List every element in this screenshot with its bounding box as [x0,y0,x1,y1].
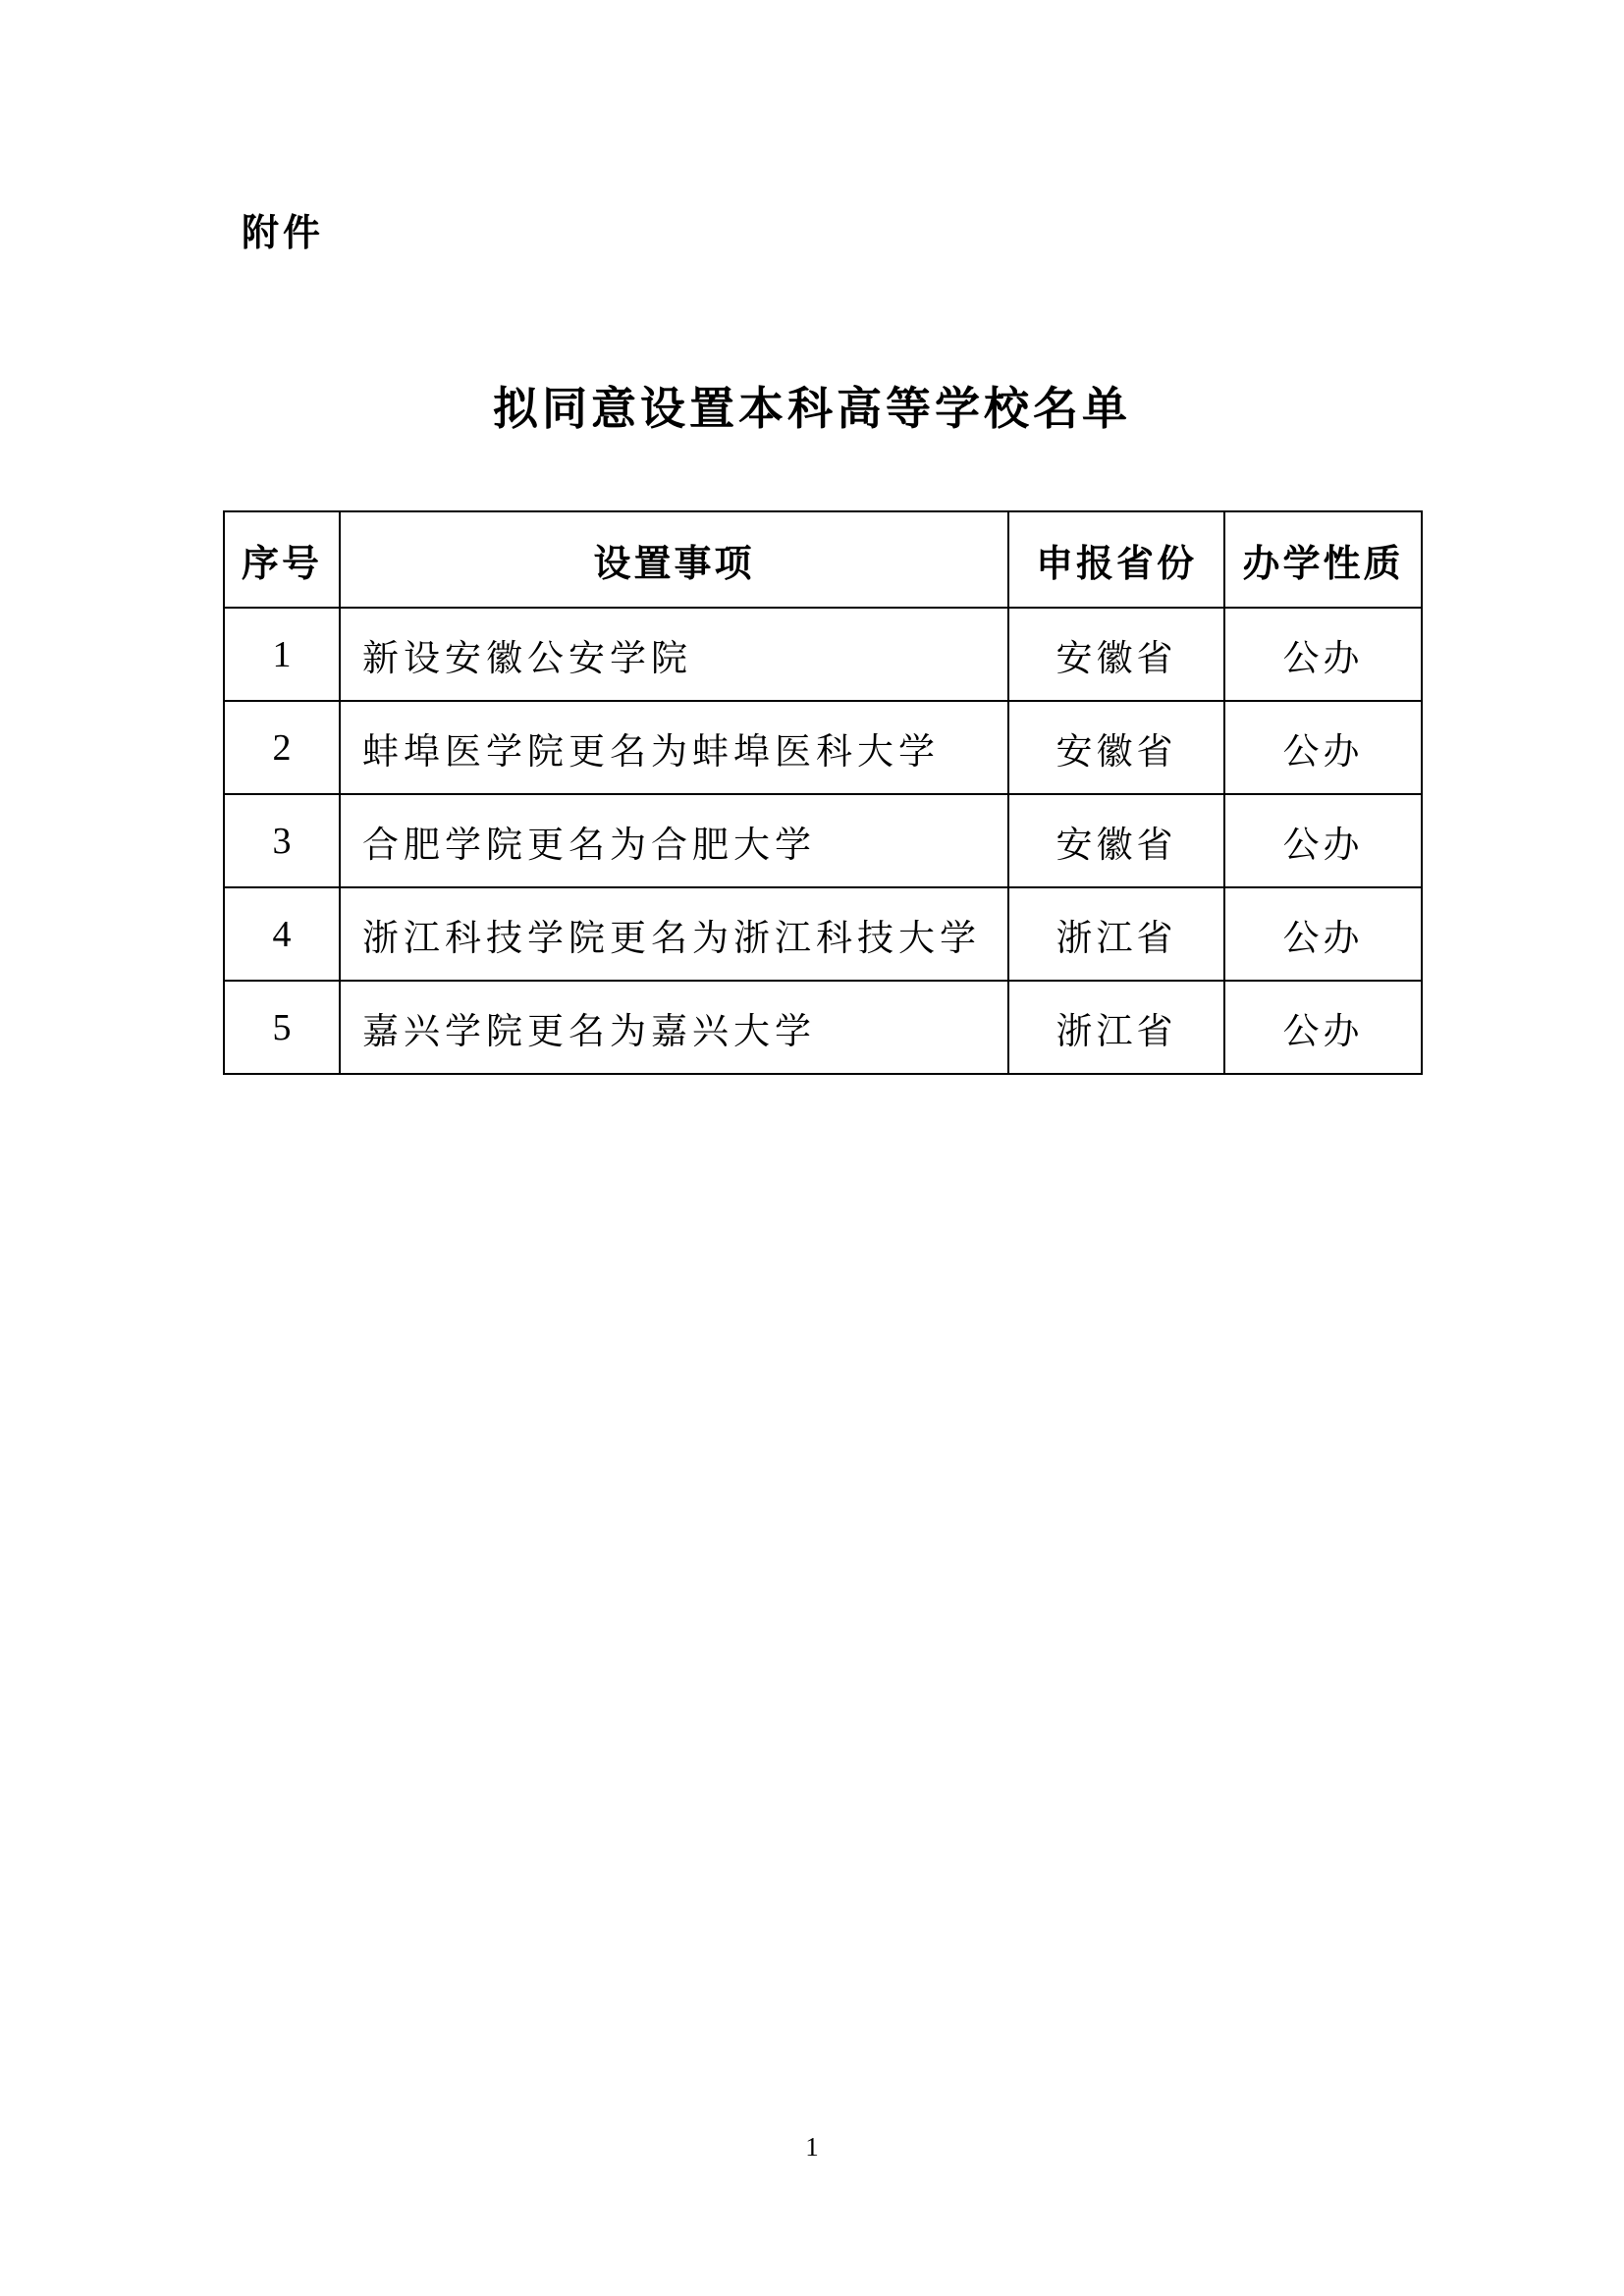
page-title: 拟同意设置本科高等学校名单 [493,383,1131,434]
table-row [224,701,1422,794]
page-number: 1 [805,2132,819,2162]
table-row [224,794,1422,887]
approval-table [223,510,1423,1075]
cell-nature: 公办 [1224,981,1422,1074]
attachment-label: 附件 [242,213,325,254]
table-row [224,981,1422,1074]
cell-province: 浙江省 [1008,981,1224,1074]
cell-nature: 公办 [1224,701,1422,794]
cell-province: 安徽省 [1008,701,1224,794]
cell-item: 合肥学院更名为合肥大学 [340,794,1008,887]
cell-no: 1 [224,608,340,701]
cell-item: 嘉兴学院更名为嘉兴大学 [340,981,1008,1074]
cell-province: 安徽省 [1008,608,1224,701]
header-no: 序号 [224,511,340,608]
table-row [224,887,1422,981]
cell-no: 4 [224,887,340,981]
table-row [224,608,1422,701]
cell-item: 浙江科技学院更名为浙江科技大学 [340,887,1008,981]
cell-nature: 公办 [1224,608,1422,701]
table-header-row [224,511,1422,608]
header-province: 申报省份 [1008,511,1224,608]
cell-item: 新设安徽公安学院 [340,608,1008,701]
cell-no: 2 [224,701,340,794]
cell-item: 蚌埠医学院更名为蚌埠医科大学 [340,701,1008,794]
cell-province: 浙江省 [1008,887,1224,981]
cell-nature: 公办 [1224,887,1422,981]
header-nature: 办学性质 [1224,511,1422,608]
cell-no: 3 [224,794,340,887]
cell-province: 安徽省 [1008,794,1224,887]
header-item: 设置事项 [340,511,1008,608]
cell-no: 5 [224,981,340,1074]
cell-nature: 公办 [1224,794,1422,887]
